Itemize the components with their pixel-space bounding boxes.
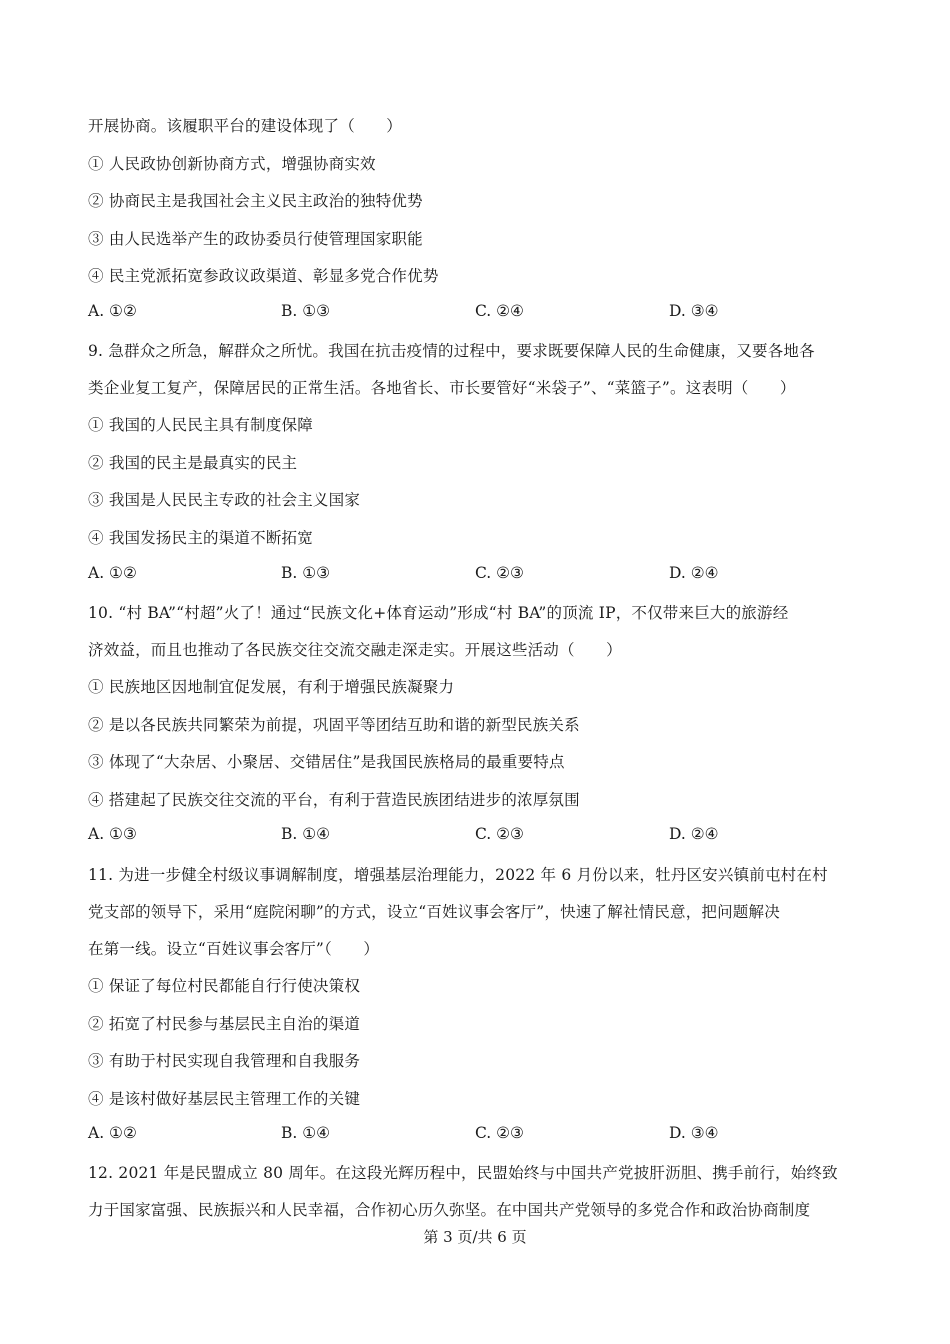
q10-option-a: A. ①③ (88, 825, 137, 843)
q11-stem-line-3: 在第一线。设立“百姓议事会客厅”（ ） (88, 940, 380, 958)
q9-stem-line-1: 9. 急群众之所急，解群众之所忧。我国在抗击疫情的过程中，要求既要保障人民的生命健康，又要各地各 (88, 342, 815, 360)
q8-stem-line: 开展协商。该履职平台的建设体现了（ ） (88, 117, 403, 135)
q9-option-d: D. ②④ (669, 564, 719, 582)
q12-stem-line-2: 力于国家富强、民族振兴和人民幸福，合作初心历久弥坚。在中国共产党领导的多党合作和政治协商制度 (88, 1201, 811, 1219)
q10-option-c: C. ②③ (475, 825, 524, 843)
q8-item-3: ③ 由人民选举产生的政协委员行使管理国家职能 (88, 230, 423, 248)
q11-option-d: D. ③④ (669, 1124, 719, 1142)
q11-option-a: A. ①② (88, 1124, 137, 1142)
q8-item-2: ② 协商民主是我国社会主义民主政治的独特优势 (88, 192, 423, 210)
q9-item-1: ① 我国的人民民主具有制度保障 (88, 416, 313, 434)
q11-option-c: C. ②③ (475, 1124, 524, 1142)
q9-option-a: A. ①② (88, 564, 137, 582)
q8-option-c: C. ②④ (475, 302, 524, 320)
q11-option-b: B. ①④ (281, 1124, 331, 1142)
q9-option-c: C. ②③ (475, 564, 524, 582)
q9-item-2: ② 我国的民主是最真实的民主 (88, 454, 298, 472)
q10-item-4: ④ 搭建起了民族交往交流的平台，有利于营造民族团结进步的浓厚氛围 (88, 791, 580, 809)
q9-stem-line-2: 类企业复工复产，保障居民的正常生活。各地省长、市长要管好“米袋子”、“菜篮子”。这表明（ ） (88, 379, 796, 397)
q8-option-d: D. ③④ (669, 302, 719, 320)
page-number: 第 3 页/共 6 页 (423, 1228, 527, 1246)
q10-item-1: ① 民族地区因地制宜促发展，有利于增强民族凝聚力 (88, 678, 455, 696)
q10-item-2: ② 是以各民族共同繁荣为前提，巩固平等团结互助和谐的新型民族关系 (88, 716, 580, 734)
q8-item-1: ① 人民政协创新协商方式，增强协商实效 (88, 155, 376, 173)
q11-item-3: ③ 有助于村民实现自我管理和自我服务 (88, 1052, 361, 1070)
q11-stem-line-1: 11. 为进一步健全村级议事调解制度，增强基层治理能力，2022 年 6 月份以来，牡丹区安兴镇前屯村在村 (88, 866, 828, 884)
q12-stem-line-1: 12. 2021 年是民盟成立 80 周年。在这段光辉历程中，民盟始终与中国共产党披肝沥胆、携手前行，始终致 (88, 1164, 838, 1182)
q10-option-d: D. ②④ (669, 825, 719, 843)
q8-option-b: B. ①③ (281, 302, 331, 320)
q10-stem-line-2: 济效益，而且也推动了各民族交往交流交融走深走实。开展这些活动（ ） (88, 641, 622, 659)
q11-stem-line-2: 党支部的领导下，采用“庭院闲聊”的方式，设立“百姓议事会客厅”，快速了解社情民意，把问题解决 (88, 903, 780, 921)
q11-item-4: ④ 是该村做好基层民主管理工作的关键 (88, 1090, 361, 1108)
q9-option-b: B. ①③ (281, 564, 331, 582)
q10-option-b: B. ①④ (281, 825, 331, 843)
q10-stem-line-1: 10. “村 BA”“村超”火了！通过“民族文化+体育运动”形成“村 BA”的顶流 IP，不仅带来巨大的旅游经 (88, 604, 789, 622)
q11-item-1: ① 保证了每位村民都能自行行使决策权 (88, 977, 361, 995)
q10-item-3: ③ 体现了“大杂居、小聚居、交错居住”是我国民族格局的最重要特点 (88, 753, 565, 771)
q11-item-2: ② 拓宽了村民参与基层民主自治的渠道 (88, 1015, 361, 1033)
q9-item-4: ④ 我国发扬民主的渠道不断拓宽 (88, 529, 313, 547)
q8-option-a: A. ①② (88, 302, 137, 320)
q8-item-4: ④ 民主党派拓宽参政议政渠道、彰显多党合作优势 (88, 267, 439, 285)
q9-item-3: ③ 我国是人民民主专政的社会主义国家 (88, 491, 361, 509)
